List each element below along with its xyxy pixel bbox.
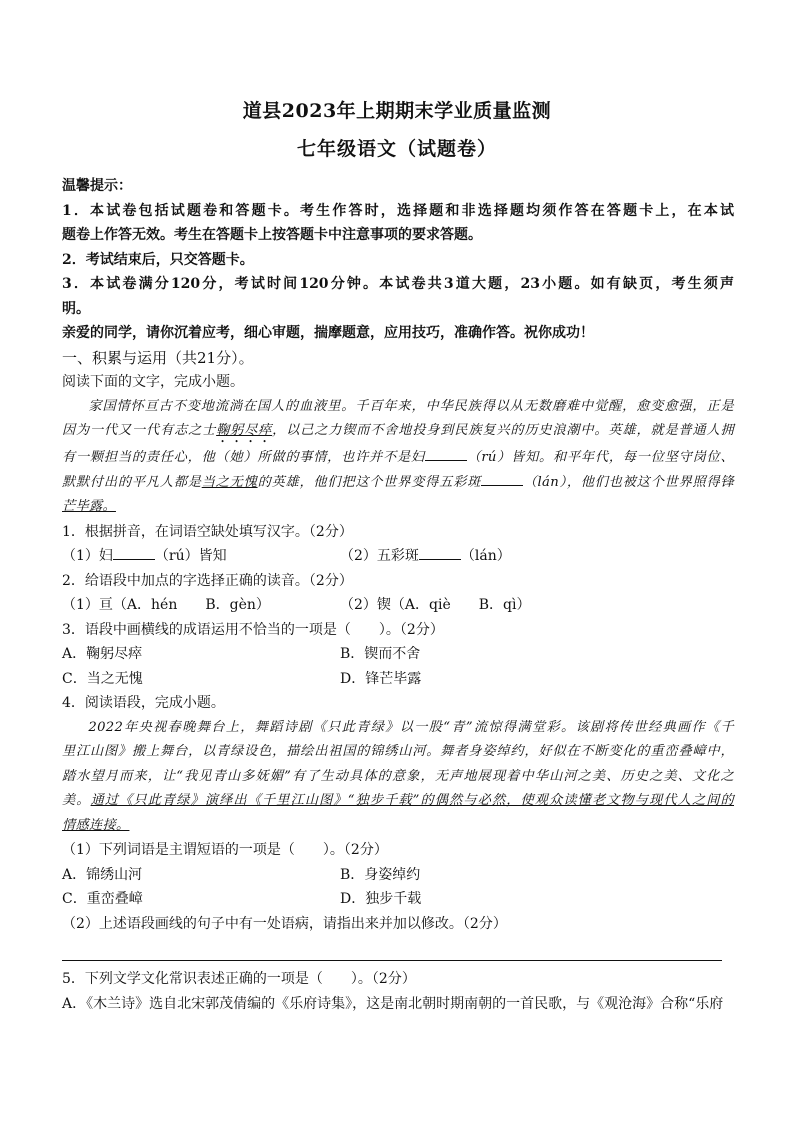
tip-1-line-2: 题卷上作答无效。考生在答题卡上按答题卡中注意事项的要求答题。 <box>62 227 482 243</box>
passage-1-line <box>62 495 734 520</box>
question-1-item-1 <box>62 544 340 569</box>
item-text: （rú）皆知 <box>154 548 227 564</box>
underlined-idiom: 鞠躬尽瘁 <box>216 423 273 438</box>
passage-text: （rú）皆知。和平年代，每一位坚守岗位、 <box>466 450 734 465</box>
option-d[interactable]: D．独步千载 <box>340 891 422 907</box>
question-4-sub-1: （1）下列词语是主谓短语的一项是（ ）。（2分） <box>62 842 388 858</box>
underlined-sentence: 通过《只此青绿》演绎出《千里江山图》“独步千载”的偶然与必然，使观众读懂老文物与现代人之间的 <box>90 793 734 808</box>
question-4-sub-2: （2）上述语段画线的句子中有一处语病，请指出来并加以修改。（2分） <box>62 915 507 932</box>
question-1-item-2 <box>340 544 511 569</box>
item-text: （lán） <box>460 548 511 564</box>
tips-heading: 温馨提示： <box>62 178 132 194</box>
option-c[interactable]: C．当之无愧 <box>62 670 143 687</box>
option-b[interactable]: B．锲而不舍 <box>340 646 421 662</box>
passage-text: 美。 <box>62 793 91 808</box>
exam-subtitle: 七年级语文（试题卷） <box>296 138 497 160</box>
passage-text: （lán），他们也被这个世界照得锋 <box>523 474 734 490</box>
passage-2-line: 踏水望月而来，让“我见青山多妩媚”有了生动具体的意象，无声地展现着中华山河之美、历史之美、文化之 <box>62 768 734 784</box>
question-1-stem: 1．根据拼音，在词语空缺处填写汉字。（2分） <box>62 523 353 540</box>
passage-text: 的英雄，他们把这个世界变得五彩斑 <box>257 474 482 490</box>
option-a[interactable]: A．锦绣山河 <box>62 866 143 883</box>
fill-blank[interactable] <box>113 545 155 560</box>
passage-2 <box>62 716 734 839</box>
option-b[interactable]: B．身姿绰约 <box>340 866 421 883</box>
underlined-idiom: 芒毕露。 <box>62 499 116 514</box>
question-3-stem: 3．语段中画横线的成语运用不恰当的一项是（ ）。（2分） <box>62 621 444 638</box>
passage-1-line <box>62 446 734 471</box>
section-1-heading: 一、积累与运用（共21分）。 <box>62 348 254 367</box>
tip-encouragement: 亲爱的同学，请你沉着应考，细心审题，揣摩题意，应用技巧，准确作答。祝你成功！ <box>62 325 594 341</box>
question-4-options-row-1 <box>62 863 734 888</box>
question-2-stem: 2．给语段中加点的字选择正确的读音。（2分） <box>62 572 353 589</box>
question-4-options-row-2 <box>62 887 734 912</box>
underlined-idiom: 当之无愧 <box>201 474 258 490</box>
passage-text: 有一颗担当的责任心，他（她）所做的事情，也许并不是妇 <box>62 450 425 465</box>
passage-2-line <box>62 814 734 839</box>
option-d[interactable]: D．锋芒毕露 <box>340 670 422 687</box>
exam-title: 道县2023年上期期末学业质量监测 <box>242 100 552 122</box>
question-3-options-row-2 <box>62 667 734 692</box>
question-4-stem: 4．阅读语段，完成小题。 <box>62 695 225 711</box>
passage-2-line <box>62 789 734 814</box>
section-1-intro: 阅读下面的文字，完成小题。 <box>62 374 244 390</box>
tip-3-line-2: 明。 <box>62 300 90 317</box>
item-text: （2）五彩斑 <box>340 548 419 564</box>
option-a[interactable]: A．鞠躬尽瘁 <box>62 646 143 662</box>
tip-2: 2．考试结束后，只交答题卡。 <box>62 251 254 268</box>
question-3-options-row-1 <box>62 642 734 667</box>
passage-text: 默默付出的平凡人都是 <box>62 474 202 490</box>
passage-1-line: 家国情怀亘古不变地流淌在国人的血液里。千百年来，中华民族得以从无数磨难中觉醒，愈变愈强，正是 <box>88 398 734 414</box>
fill-blank[interactable] <box>425 446 467 461</box>
fill-blank[interactable] <box>481 471 523 486</box>
question-5-stem: 5．下列文学文化常识表述正确的一项是（ ）。（2分） <box>62 971 416 987</box>
item-text: （1）妇 <box>62 548 113 564</box>
passage-text: ，以己之力锲而不舍地投身到民族复兴的历史浪潮中。英雄，就是普通人拥 <box>272 423 734 438</box>
question-2-item-2[interactable]: （2）锲（A．qiè B．qì） <box>340 597 531 613</box>
question-2-items <box>62 593 734 618</box>
underlined-sentence: 情感连接。 <box>62 817 130 833</box>
option-a[interactable]: A．《木兰诗》选自北宋郭茂倩编的《乐府诗集》，这是南北朝时期南朝的一首民歌，与《观沧海》合称“乐府 <box>62 995 724 1012</box>
tip-1-line-1: 1．本试卷包括试题卷和答题卡。考生作答时，选择题和非选择题均须作答在答题卡上，在本试 <box>62 202 734 219</box>
passage-1-line <box>62 471 734 496</box>
option-c[interactable]: C．重峦叠嶂 <box>62 891 143 907</box>
passage-text: 因为一代又一代有志之士 <box>62 423 217 438</box>
exam-content <box>62 174 734 1016</box>
passage-2-line: 里江山图》搬上舞台，以青绿设色，描绘出祖国的锦绣山河。舞者身姿绰约，好似在不断变化的重峦叠嶂中， <box>62 744 734 759</box>
question-1-items <box>62 544 734 569</box>
passage-1 <box>62 395 734 520</box>
fill-blank[interactable] <box>419 545 461 560</box>
tip-3-line-1: 3．本试卷满分120分，考试时间120分钟。本试卷共3道大题，23小题。如有缺页，考生须声 <box>62 276 734 292</box>
passage-2-line: 2022年央视春晚舞台上，舞蹈诗剧《只此青绿》以一股“青”流惊得满堂彩。该剧将传世经典画作《千 <box>88 719 734 735</box>
answer-line[interactable] <box>62 946 722 961</box>
question-2-item-1[interactable]: （1）亘（A．hén B．gèn） <box>62 597 270 613</box>
passage-1-line <box>62 419 734 446</box>
